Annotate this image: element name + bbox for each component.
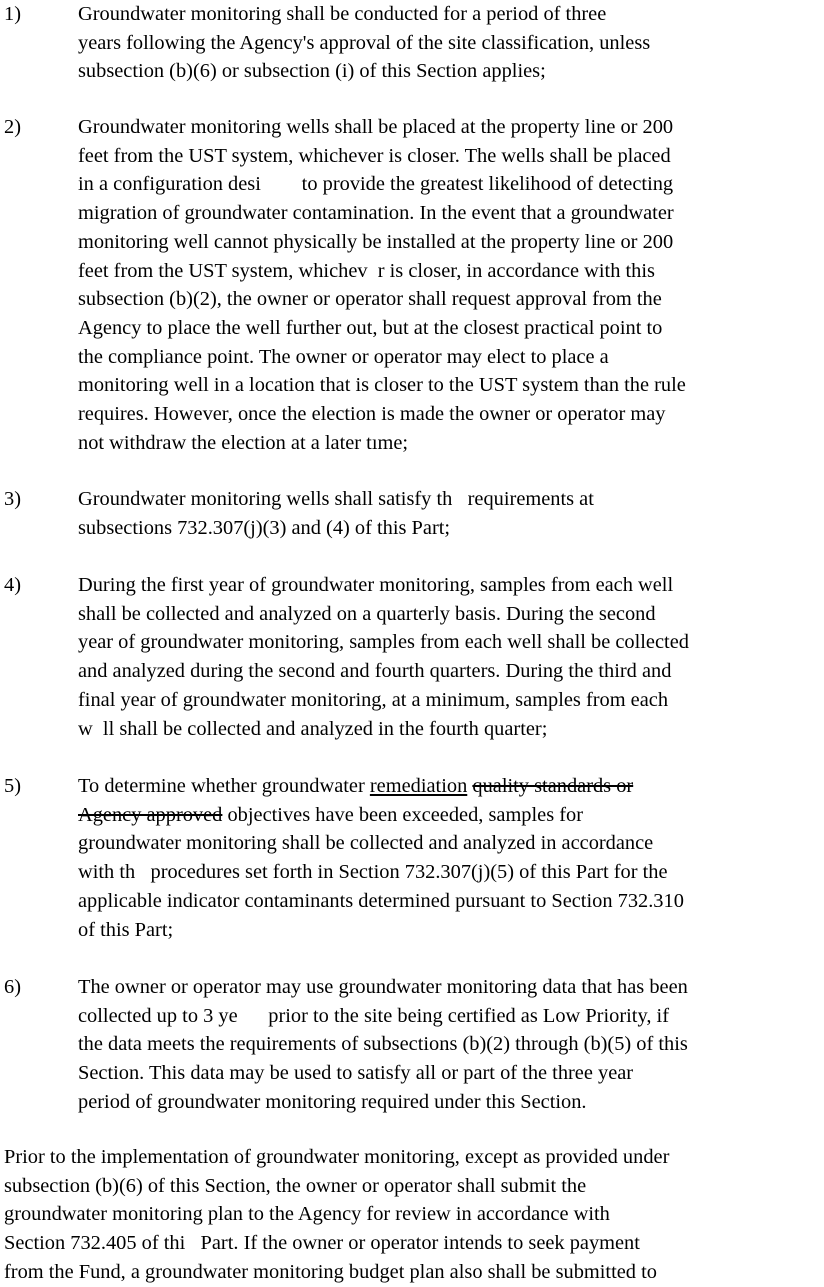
text-line: migration of groundwater contamination. In the event that a groundwater: [78, 202, 674, 225]
text-line: requires. However, once the election is made the owner or operator may: [78, 403, 666, 426]
text-line: Agency to place the well further out, but at the closest practical point to: [78, 316, 663, 339]
list-item-2: [4, 113, 824, 457]
text-line: shall be collected and analyzed on a quarterly basis. During the second: [78, 602, 656, 625]
text-line: from the Fund, a groundwater monitoring budget plan also shall be submitted to: [4, 1260, 657, 1283]
text-line: the data meets the requirements of subsections (b)(2) through (b)(5) of this: [78, 1033, 688, 1056]
text-line: Groundwater monitoring wells shall be placed at the property line or 200: [78, 116, 674, 138]
text-line: [78, 772, 824, 801]
text-line: groundwater monitoring plan to the Agency for review in accordance with: [4, 1203, 610, 1226]
text-line: w ll shall be collected and analyzed in the fourth quarter;: [78, 717, 548, 740]
item-number: 5): [4, 775, 21, 797]
text-line: feet from the UST system, whichever is closer. The wells shall be placed: [78, 144, 671, 167]
text-line: final year of groundwater monitoring, at a minimum, samples from each: [78, 688, 669, 711]
text-line: year of groundwater monitoring, samples from each well shall be collected: [78, 631, 689, 654]
text-line: in a configuration desi to provide the greatest likelihood of detecting: [78, 173, 674, 196]
text-line: years following the Agency's approval of the site classification, unless: [78, 31, 651, 54]
item-text: [78, 485, 824, 542]
text-run: objectives have been exceeded, samples for: [222, 803, 584, 826]
item-text: [78, 973, 824, 1117]
item-text: [78, 571, 824, 743]
list-item-5: [4, 772, 824, 944]
text-line: applicable indicator contaminants determined pursuant to Section 732.310: [78, 889, 684, 912]
list-item-4: [4, 571, 824, 743]
text-line: subsections 732.307(j)(3) and (4) of this Part;: [78, 516, 451, 539]
item-number: 4): [4, 574, 21, 596]
text-line: and analyzed during the second and fourth quarters. During the third and: [78, 660, 672, 683]
inserted-text: remediation: [369, 775, 468, 797]
item-text: [78, 113, 824, 457]
text-line: with th procedures set forth in Section 732.307(j)(5) of this Part for the: [78, 861, 668, 884]
text-line: During the first year of groundwater monitoring, samples from each well: [78, 574, 674, 596]
text-line: groundwater monitoring shall be collected and analyzed in accordance: [78, 832, 654, 855]
text-line: subsection (b)(6) of this Section, the owner or operator shall submit the: [4, 1174, 587, 1197]
text-line: subsection (b)(2), the owner or operator shall request approval from the: [78, 288, 662, 311]
text-line: Groundwater monitoring wells shall satisfy th requirements at: [78, 488, 594, 510]
text-line: collected up to 3 ye prior to the site being certified as Low Priority, if: [78, 1004, 669, 1027]
list-item-1: [4, 0, 824, 86]
text-line: Section 732.405 of thi Part. If the owner or operator intends to seek payment: [4, 1232, 640, 1255]
text-line: the compliance point. The owner or operator may elect to place a: [78, 345, 609, 368]
item-text: [78, 772, 824, 944]
item-number: 2): [4, 116, 21, 138]
text-line: feet from the UST system, whichev r is closer, in accordance with this: [78, 259, 655, 282]
text-line: The owner or operator may use groundwater monitoring data that has been: [78, 976, 688, 998]
deleted-text: quality standards or: [472, 775, 634, 797]
text-line: Groundwater monitoring shall be conducted for a period of three: [78, 3, 607, 25]
list-item-3: [4, 485, 824, 542]
text-line: of this Part;: [78, 918, 174, 941]
text-run: To determine whether groundwater: [78, 775, 370, 797]
text-line: monitoring well in a location that is closer to the UST system than the rule: [78, 374, 686, 397]
text-line: monitoring well cannot physically be installed at the property line or 200: [78, 230, 674, 253]
text-line: [78, 801, 824, 830]
text-line: Prior to the implementation of groundwater monitoring, except as provided under: [4, 1146, 670, 1168]
list-item-6: [4, 973, 824, 1117]
item-number: 1): [4, 3, 21, 25]
text-line: period of groundwater monitoring required under this Section.: [78, 1090, 587, 1113]
item-number: 6): [4, 976, 21, 998]
closing-paragraph: [4, 1143, 822, 1287]
item-text: [78, 0, 824, 86]
deleted-text: Agency approved: [78, 803, 223, 826]
text-line: subsection (b)(6) or subsection (i) of this Section applies;: [78, 60, 546, 83]
item-number: 3): [4, 488, 21, 510]
text-line: Section. This data may be used to satisfy all or part of the three year: [78, 1062, 634, 1085]
text-line: not withdraw the election at a later tıme;: [78, 431, 409, 454]
